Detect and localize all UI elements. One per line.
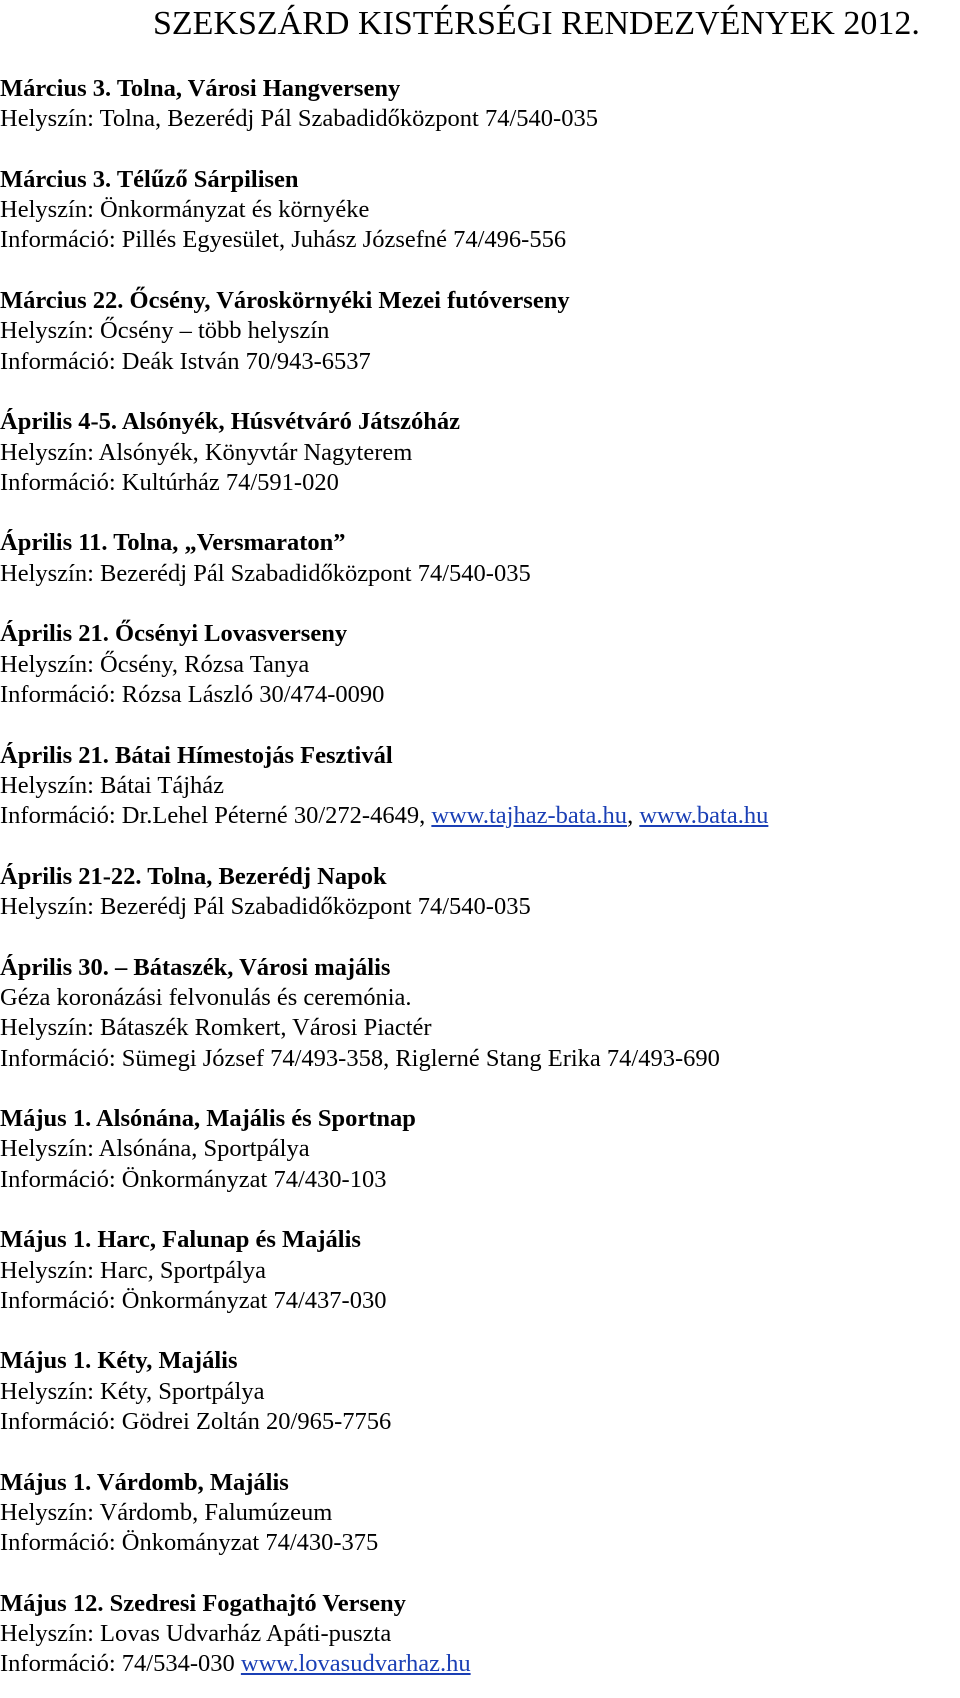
event-detail: Információ: Deák István 70/943-6537 [0,347,371,375]
event-item [0,165,960,256]
event-heading: Április 21. Őcsényi Lovasverseny [0,620,348,648]
event-detail: Helyszín: Tolna, Bezerédj Pál Szabadidőközpont 74/540-035 [0,105,598,133]
event-heading: Március 22. Őcsény, Városkörnyéki Mezei futóverseny [0,287,570,315]
event-heading: Március 3. Tolna, Városi Hangverseny [0,75,401,102]
event-detail: Helyszín: Harc, Sportpálya [0,1256,267,1284]
event-heading: Május 1. Alsónána, Majális és Sportnap [0,1105,416,1133]
event-item [0,528,960,589]
event-detail: Helyszín: Bátaszék Romkert, Városi Piactér [0,1014,432,1042]
event-detail: Helyszín: Önkormányzat és környéke [0,196,370,224]
event-detail: Helyszín: Bezerédj Pál Szabadidőközpont 74/540-035 [0,559,531,587]
event-item [0,1589,960,1680]
event-info-text: Információ: 74/534-030 [0,1650,241,1678]
event-heading: Április 4-5. Alsónyék, Húsvétváró Játszóház [0,408,461,436]
event-heading: Május 1. Harc, Falunap és Majális [0,1226,361,1254]
event-item [0,619,960,710]
event-detail: Helyszín: Kéty, Sportpálya [0,1377,265,1405]
event-heading: Május 1. Várdomb, Majális [0,1468,289,1496]
event-item [0,286,960,377]
event-detail: Géza koronázási felvonulás és ceremónia. [0,983,412,1011]
event-heading: Április 21. Bátai Hímestojás Fesztivál [0,741,393,769]
event-item [0,953,960,1074]
event-info-line [0,1649,960,1679]
event-detail: Információ: Pillés Egyesület, Juhász Józsefné 74/496-556 [0,226,567,254]
event-heading: Május 1. Kéty, Majális [0,1347,238,1375]
event-heading: Május 12. Szedresi Fogathajtó Verseny [0,1589,406,1617]
event-item [0,862,960,923]
link-separator: , [627,802,640,830]
event-detail: Helyszín: Bátai Tájház [0,771,225,799]
event-detail: Helyszín: Várdomb, Falumúzeum [0,1498,333,1526]
event-item [0,407,960,498]
event-item [0,1346,960,1437]
event-list [0,74,960,1680]
event-heading: Április 11. Tolna, „Versmaraton” [0,529,346,557]
event-detail: Helyszín: Bezerédj Pál Szabadidőközpont 74/540-035 [0,893,531,921]
event-detail: Helyszín: Alsónyék, Könyvtár Nagyterem [0,438,413,466]
event-detail: Információ: Gödrei Zoltán 20/965-7756 [0,1408,392,1436]
event-detail: Információ: Kultúrház 74/591-020 [0,468,339,496]
event-detail: Helyszín: Őcsény – több helyszín [0,317,330,345]
link-tajhaz-bata[interactable]: www.tajhaz-bata.hu [431,802,628,830]
event-item [0,1225,960,1316]
event-detail: Információ: Önkormányzat 74/430-103 [0,1165,387,1193]
event-detail: Információ: Rózsa László 30/474-0090 [0,680,385,708]
event-item [0,1468,960,1559]
event-info-text: Információ: Dr.Lehel Péterné 30/272-4649, [0,802,432,830]
page-title: SZEKSZÁRD KISTÉRSÉGI RENDEZVÉNYEK 2012. [153,5,920,42]
link-lovasudvarhaz[interactable]: www.lovasudvarhaz.hu [240,1650,471,1678]
event-detail: Helyszín: Lovas Udvarház Apáti-puszta [0,1620,392,1648]
event-item [0,1104,960,1195]
event-detail: Helyszín: Alsónána, Sportpálya [0,1135,310,1163]
link-bata[interactable]: www.bata.hu [639,802,769,830]
event-item [0,741,960,832]
event-detail: Információ: Önkományzat 74/430-375 [0,1529,379,1557]
event-detail: Helyszín: Őcsény, Rózsa Tanya [0,650,310,678]
event-detail: Információ: Sümegi József 74/493-358, Riglerné Stang Erika 74/493-690 [0,1044,720,1072]
event-heading: Március 3. Télűző Sárpilisen [0,165,299,193]
event-info-line [0,801,960,831]
event-item [0,74,960,135]
event-heading: Április 21-22. Tolna, Bezerédj Napok [0,862,387,890]
event-heading: Április 30. – Bátaszék, Városi majális [0,953,391,981]
event-detail: Információ: Önkormányzat 74/437-030 [0,1286,387,1314]
